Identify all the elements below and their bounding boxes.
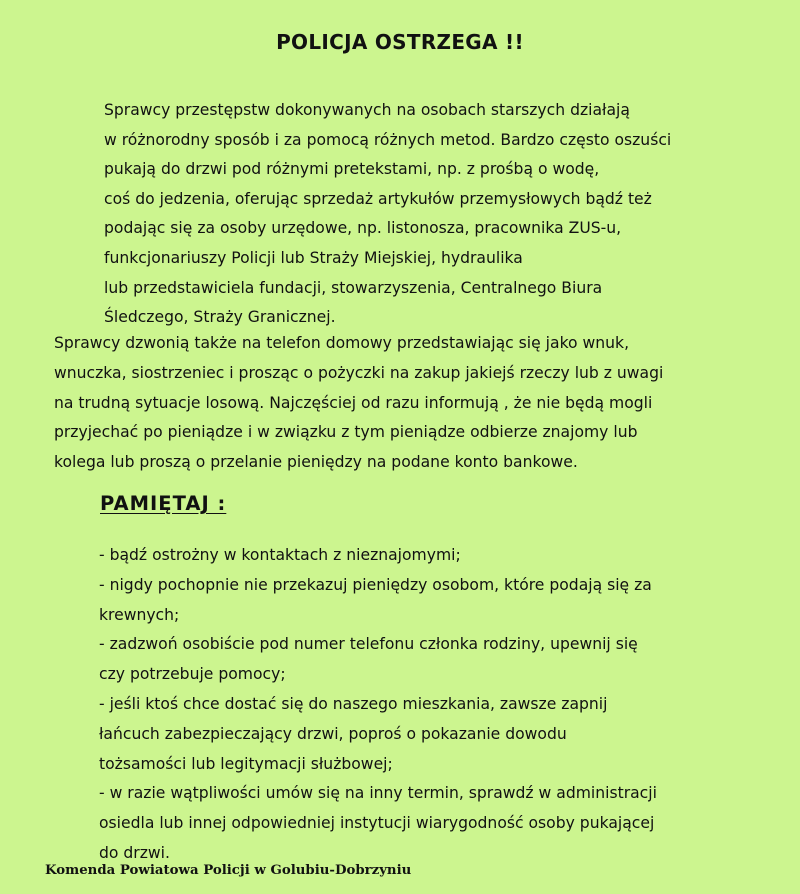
phone-line: przyjechać po pieniądze i w związku z tym pieniądze odbierze znajomy lub [54,423,638,442]
phone-scam-paragraph [54,329,794,478]
phone-line: kolega lub proszą o przelanie pieniędzy na podane konto bankowe. [54,453,578,472]
intro-line: w różnorodny sposób i za pomocą różnych metod. Bardzo często oszuści [104,130,672,149]
footer-signature: Komenda Powiatowa Policji w Golubiu-Dobrzyniu [45,863,412,878]
tip-line: - w razie wątpliwości umów się na inny termin, sprawdź w administracji [99,784,657,803]
tip-line: łańcuch zabezpieczający drzwi, poproś o pokazanie dowodu [99,724,567,743]
phone-line: wnuczka, siostrzeniec i prosząc o pożyczki na zakup jakiejś rzeczy lub z uwagi [54,363,664,382]
intro-line: lub przedstawiciela fundacji, stowarzyszenia, Centralnego Biura [104,278,603,297]
tip-line: - zadzwoń osobiście pod numer telefonu członka rodziny, upewnij się [99,635,638,654]
tip-line: czy potrzebuje pomocy; [99,665,286,684]
phone-line: Sprawcy dzwonią także na telefon domowy przedstawiając się jako wnuk, [54,334,630,352]
tips-list [99,541,789,869]
intro-line: coś do jedzenia, oferując sprzedaż artykułów przemysłowych bądź też [104,189,652,208]
tip-line: tożsamości lub legitymacji służbowej; [99,754,393,773]
remember-heading: PAMIĘTAJ : [100,492,227,515]
intro-line: Sprawcy przestępstw dokonywanych na osobach starszych działają [104,101,630,119]
intro-line: pukają do drzwi pod różnymi pretekstami, np. z prośbą o wodę, [104,160,600,179]
phone-line: na trudną sytuacje losową. Najczęściej od razu informują , że nie będą mogli [54,393,653,412]
intro-line: funkcjonariuszy Policji lub Straży Miejskiej, hydraulika [104,248,523,267]
page-title: POLICJA OSTRZEGA !! [276,30,524,54]
tip-line: - nigdy pochopnie nie przekazuj pieniędzy osobom, które podają się za [99,575,652,594]
intro-line: Śledczego, Straży Granicznej. [104,308,336,327]
tip-line: do drzwi. [99,843,170,862]
intro-line: podając się za osoby urzędowe, np. listonosza, pracownika ZUS-u, [104,219,622,238]
tip-line: - jeśli ktoś chce dostać się do naszego mieszkania, zawsze zapnij [99,694,608,713]
tip-line: - bądź ostrożny w kontaktach z nieznajomymi; [99,546,461,564]
intro-paragraph [104,96,794,333]
tip-line: osiedla lub innej odpowiedniej instytucji wiarygodność osoby pukającej [99,814,655,833]
tip-line: krewnych; [99,605,180,624]
